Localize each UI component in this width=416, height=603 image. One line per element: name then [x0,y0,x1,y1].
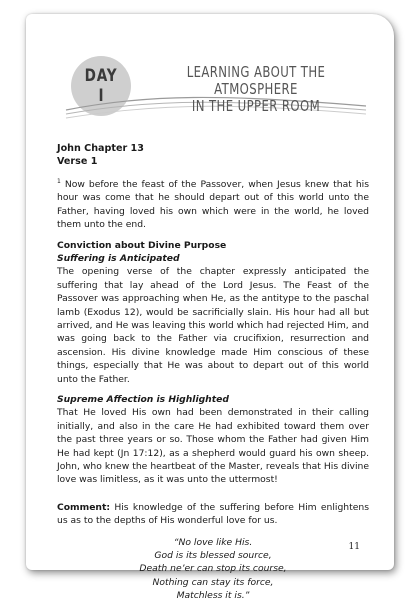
subheading-suffering: Suffering is Anticipated [57,252,180,264]
subheading-affection: Supreme Affection is Highlighted [57,393,229,405]
book-page [26,14,394,602]
comment-label: Comment: [57,501,111,513]
poem-line: Nothing can stay its force, [152,576,274,588]
verse-number: 1 [57,177,61,185]
page-number: 11 [348,542,360,552]
day-number: I [98,86,104,106]
page-content [57,142,369,603]
day-label: DAY [84,66,118,86]
section-heading: Conviction about Divine Purpose [57,239,227,251]
verse-paragraph [57,175,369,232]
poem [57,536,369,603]
comment-text: His knowledge of the suffering before Him enlightens us as to the depths of His wonderful love for us. [57,501,369,527]
title-line-1: LEARNING ABOUT THE ATMOSPHERE [186,63,326,98]
chapter-heading: John Chapter 13 [57,143,144,154]
verse-heading: Verse 1 [57,156,98,168]
title-line-2: IN THE UPPER ROOM [191,97,321,115]
paragraph-suffering: The opening verse of the chapter expressly anticipated the suffering that lay ahead of the Lord Jesus. The Feast of the Passover was approaching when He, as the antitype to the paschal lamb (Exodus 12), would be sacrificially slain. His hour had all but arrived, and He was leaving this world which had rejected Him, and was going back to the Father via crucifixion, resurrection and ascension. His divine knowledge made Him conscious of these things, especially that He was about to depart out of this world unto the Father. [57,266,369,385]
poem-line: Death ne’er can stop its course, [139,563,287,575]
verse-text: Now before the feast of the Passover, when Jesus knew that his hour was come that he should depart out of this world unto the Father, having loved his own which were in the world, he loved them unto the end. [57,178,369,231]
poem-line: Matchless it is.” [176,590,250,602]
poem-line: “No love like His. [173,536,253,548]
comment-paragraph [57,501,369,528]
day-header [26,14,394,134]
poem-line: God is its blessed source, [154,550,272,562]
paragraph-affection: That He loved His own had been demonstrated in their calling initially, and also in the care He had exhibited toward them over the past three years or so. Those whom the Father had given Him He had kept (Jn 17:12), as a shepherd would guard his own sheep. John, who knew the heartbeat of the Master, reveals that His divine love was limitless, as it was unto the uttermost! [57,407,369,486]
day-title [155,64,358,115]
